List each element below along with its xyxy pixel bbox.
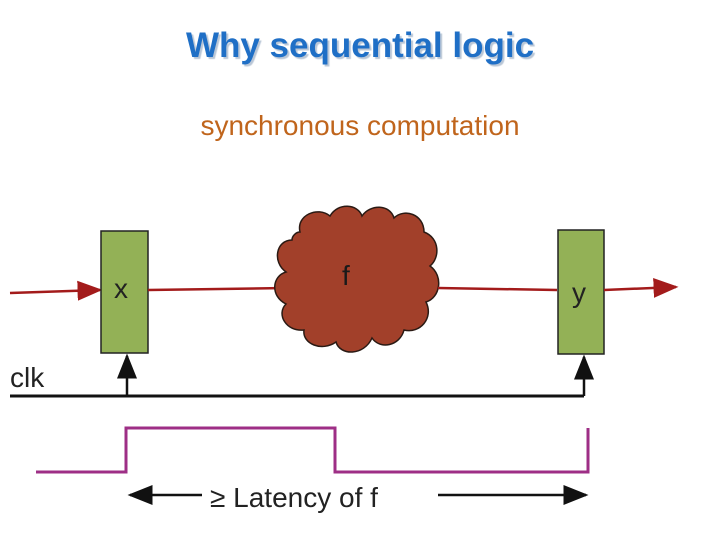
slide-subtitle: synchronous computation — [200, 110, 520, 141]
register-y-label: y — [572, 277, 586, 308]
latency-label: ≥ Latency of f — [210, 482, 378, 513]
wire-f-to-y — [438, 288, 557, 290]
wire-x-to-f — [148, 288, 286, 290]
register-x-label: x — [114, 273, 128, 304]
logic-f-label: f — [342, 260, 350, 291]
logic-cloud-f — [275, 206, 439, 352]
slide-title: Why sequential logic — [185, 26, 535, 65]
output-wire — [604, 287, 676, 290]
clock-waveform — [36, 428, 588, 472]
input-wire — [10, 290, 100, 293]
clock-label: clk — [10, 362, 45, 393]
